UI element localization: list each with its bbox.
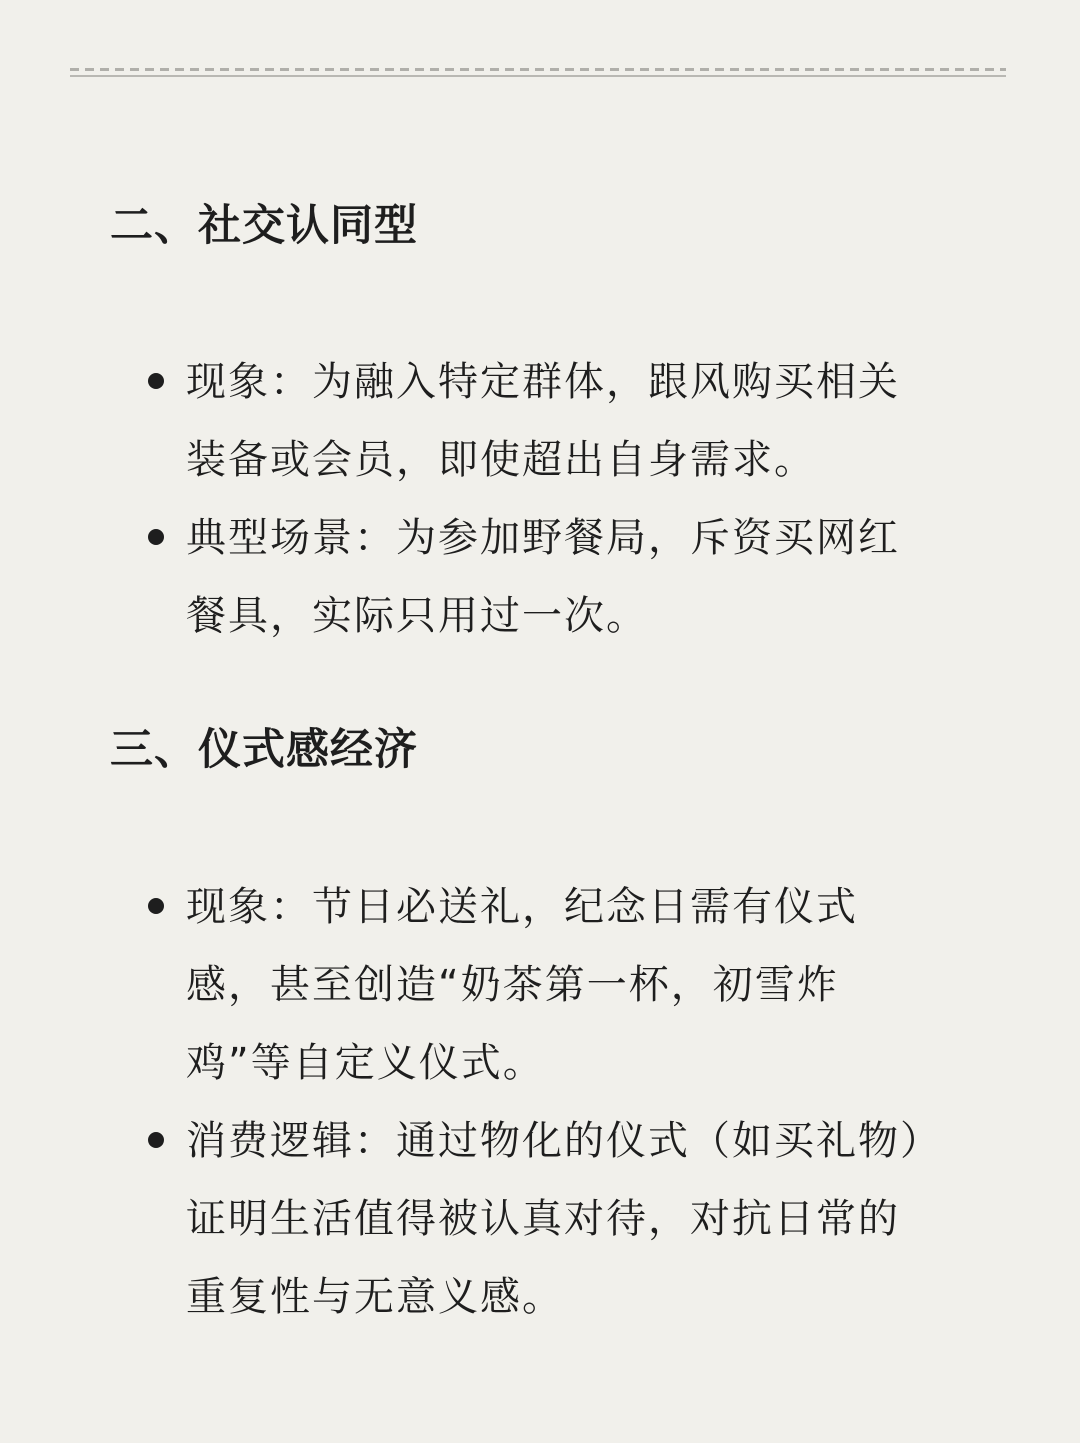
list-item-text: 典型场景：为参加野餐局，斥资买网红餐具，实际只用过一次。 — [186, 515, 900, 639]
bullet-icon — [148, 529, 164, 545]
list-item-text: 消费逻辑：通过物化的仪式（如买礼物）证明生活值得被认真对待，对抗日常的重复性与无意义感。 — [186, 1118, 922, 1320]
dashed-rule — [70, 68, 1006, 71]
list-item-text: 现象：节日必送礼，纪念日需有仪式感，甚至创造“奶茶第一杯，初雪炸鸡”等自定义仪式。 — [186, 884, 858, 1086]
list-item — [186, 499, 934, 655]
bullet-icon — [148, 898, 164, 914]
bullet-icon — [148, 373, 164, 389]
section-heading-social-identity: 二、社交认同型 — [110, 201, 418, 251]
list-item — [186, 343, 934, 499]
section-heading-ritual-economy: 三、仪式感经济 — [110, 725, 418, 775]
bullet-icon — [148, 1132, 164, 1148]
top-divider — [70, 68, 1006, 78]
list-item-text: 现象：为融入特定群体，跟风购买相关装备或会员，即使超出自身需求。 — [186, 359, 900, 483]
solid-rule — [70, 75, 1006, 77]
list-item — [186, 1102, 934, 1336]
list-item — [186, 868, 934, 1102]
